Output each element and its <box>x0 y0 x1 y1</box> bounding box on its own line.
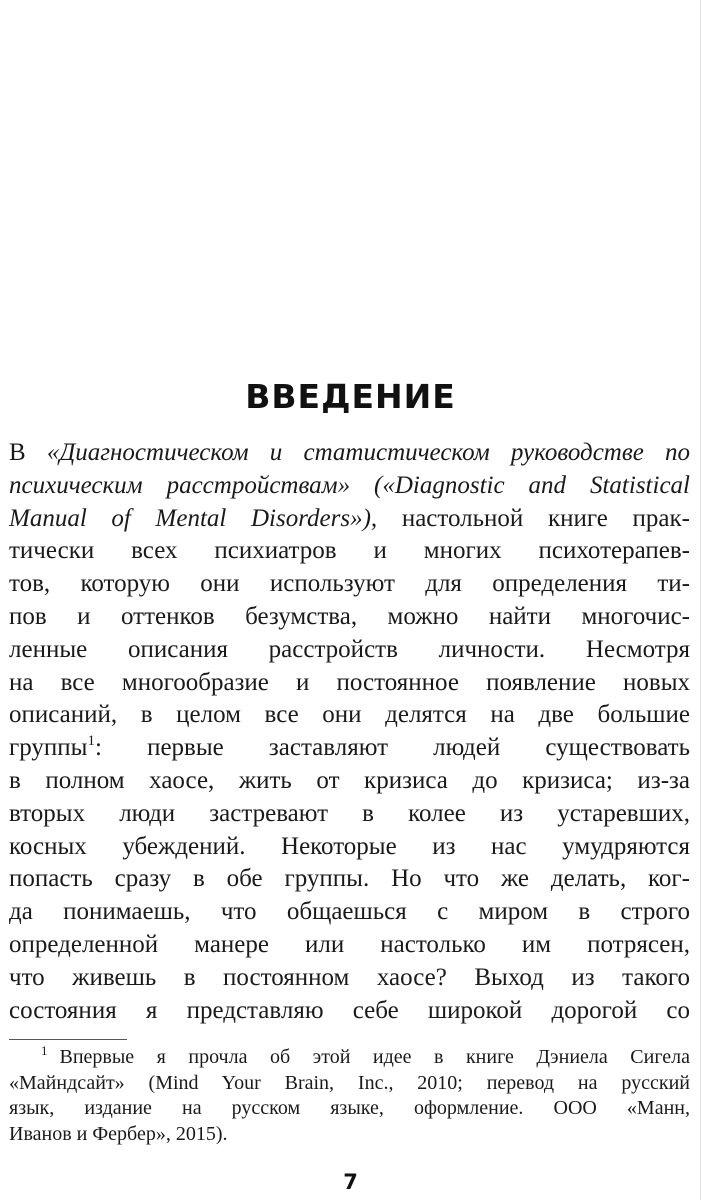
body-line <box>9 732 690 765</box>
text-run: В <box>9 439 47 466</box>
body-line <box>9 667 690 700</box>
text-run: ленные описания расстройств личности. Несмотря <box>9 635 690 663</box>
body-line <box>9 568 690 601</box>
text-run: настольной книге прак- <box>377 504 690 532</box>
text-run: на все многообразие и постоянное появление новых <box>9 668 690 696</box>
chapter-title: ВВЕДЕНИЕ <box>245 377 456 416</box>
body-line <box>9 503 690 536</box>
body-line <box>9 699 690 732</box>
text-run: описаний, в целом все они делятся на две большие <box>9 701 690 729</box>
footnote-marker: 1 <box>41 1043 48 1058</box>
body-line <box>9 798 690 831</box>
text-run: да понимаешь, что общаешься с миром в строго <box>9 898 690 926</box>
body-line <box>9 601 690 634</box>
italic-text: психическим расстройствам» («Diagnostic and Statistical <box>9 471 690 499</box>
body-line <box>9 765 690 798</box>
text-run: тов, которую они используют для определения ти- <box>9 570 690 598</box>
text-run: тически всех психиатров и многих психотерапев- <box>9 537 690 565</box>
text-run: попасть сразу в обе группы. Но что же делать, ког- <box>9 865 690 893</box>
text-run: пов и оттенков безумства, можно найти многочис- <box>9 602 690 630</box>
footnotes <box>9 1045 690 1147</box>
text-run: определенной манере или настолько им потрясен, <box>9 930 690 958</box>
text-run: группы <box>9 734 88 762</box>
italic-text: Manual of Mental Disorders»), <box>9 504 378 532</box>
body-line <box>9 863 690 896</box>
body-line <box>9 437 690 470</box>
body-line <box>9 962 690 995</box>
footnote-separator <box>9 1039 127 1040</box>
footnote-line <box>9 1122 690 1148</box>
body-line <box>9 535 690 568</box>
body-line <box>9 929 690 962</box>
footnote-line <box>9 1045 690 1071</box>
body-line <box>9 831 690 864</box>
text-run: в полном хаосе, жить от кризиса до кризиса; из-за <box>9 766 690 794</box>
footnote-text: Иванов и Фербер», 2015). <box>9 1122 228 1145</box>
footnote-text: язык, издание на русском языке, оформление. ООО «Манн, <box>9 1097 690 1119</box>
text-run: состояния я представляю себе широкой дорогой со <box>9 996 690 1024</box>
text-run: что живешь в постоянном хаосе? Выход из такого <box>9 963 690 991</box>
body-line <box>9 995 690 1028</box>
footnote-line <box>9 1071 690 1097</box>
page-number: 7 <box>343 1170 358 1194</box>
body-text <box>9 437 690 1027</box>
footnote-line <box>9 1096 690 1122</box>
text-run: косных убеждений. Некоторые из нас умудряются <box>9 832 690 860</box>
body-line <box>9 896 690 929</box>
text-run: : первые заставляют людей существовать <box>94 734 690 762</box>
footnote-text: Впервые я прочла об этой идее в книге Дэниела Сигела <box>59 1046 690 1068</box>
italic-text: «Диагностическом и статистическом руководстве по <box>46 439 690 466</box>
text-run: вторых люди застревают в колее из устаревших, <box>9 799 690 827</box>
body-line <box>9 634 690 667</box>
body-line <box>9 470 690 503</box>
footnote-reference: 1 <box>87 733 95 750</box>
footnote-text: «Майндсайт» (Mind Your Brain, Inc., 2010; перевод на русский <box>9 1071 690 1094</box>
